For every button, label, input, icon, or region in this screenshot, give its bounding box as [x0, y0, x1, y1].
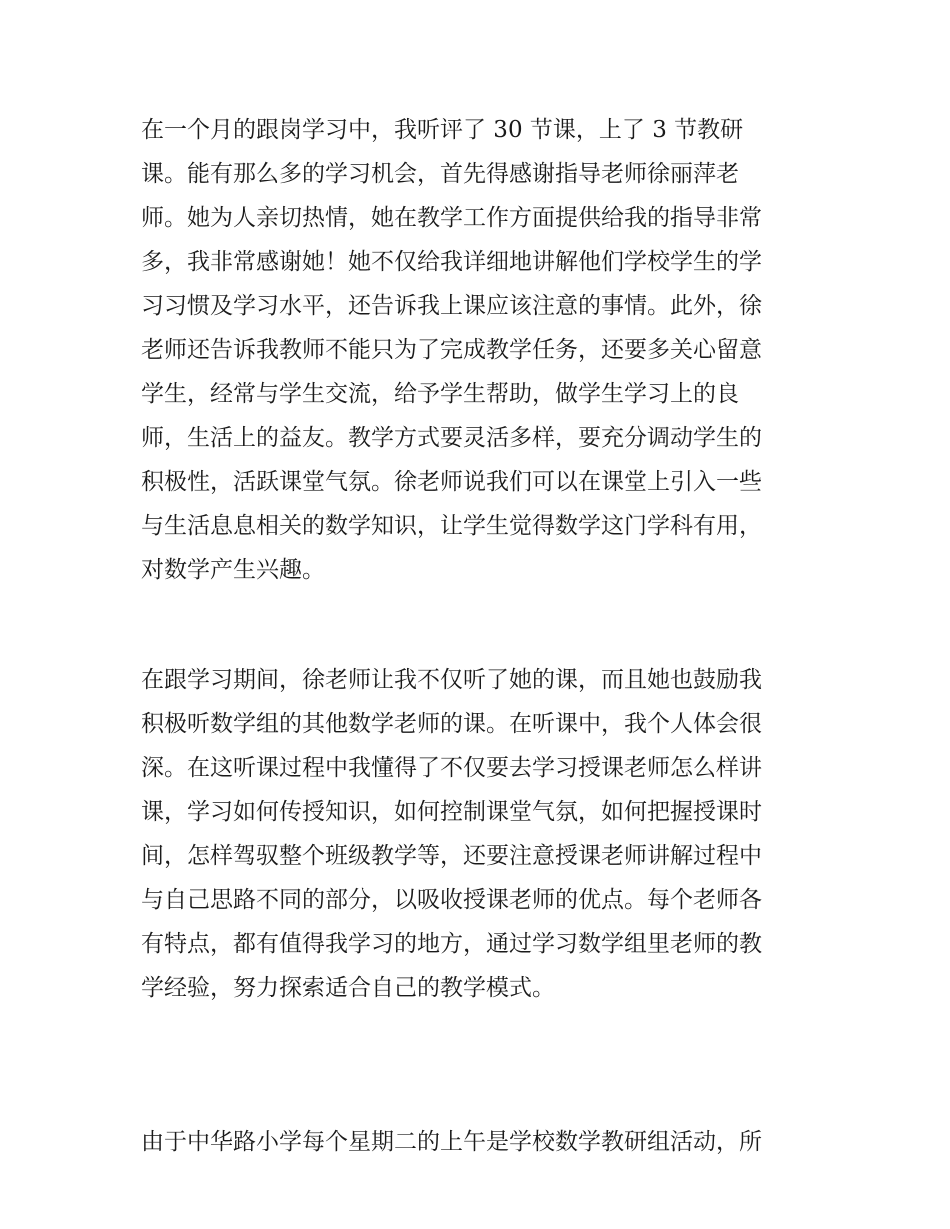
text-line: 与自己思路不同的部分，以吸收授课老师的优点。每个老师各: [141, 887, 762, 913]
text-line: 习习惯及学习水平，还告诉我上课应该注意的事情。此外，徐: [141, 293, 762, 319]
text-line: 课，学习如何传授知识，如何控制课堂气氛，如何把握授课时: [141, 799, 762, 825]
text-line: 学生，经常与学生交流，给予学生帮助，做学生学习上的良: [141, 381, 739, 407]
text-line: 与生活息息相关的数学知识，让学生觉得数学这门学科有用，: [141, 513, 762, 539]
text-line: 有特点，都有值得我学习的地方，通过学习数学组里老师的教: [141, 931, 762, 957]
paragraph-1: [141, 108, 762, 592]
text-line: 学经验，努力探索适合自己的教学模式。: [141, 975, 555, 1001]
paragraph-3: [141, 1120, 762, 1164]
text-line: 深。在这听课过程中我懂得了不仅要去学习授课老师怎么样讲: [141, 755, 762, 781]
text-line: 对数学产生兴趣。: [141, 557, 325, 583]
text-line: 积极性，活跃课堂气氛。徐老师说我们可以在课堂上引入一些: [141, 469, 762, 495]
paragraph-2: [141, 658, 762, 1010]
text-line: 在一个月的跟岗学习中，我听评了 30 节课，上了 3 节教研: [141, 117, 744, 143]
text-line: 师。她为人亲切热情，她在教学工作方面提供给我的指导非常: [141, 205, 762, 231]
text-line: 间，怎样驾驭整个班级教学等，还要注意授课老师讲解过程中: [141, 843, 762, 869]
text-line: 师，生活上的益友。教学方式要灵活多样，要充分调动学生的: [141, 425, 762, 451]
text-line: 积极听数学组的其他数学老师的课。在听课中，我个人体会很: [141, 711, 762, 737]
text-line: 课。能有那么多的学习机会，首先得感谢指导老师徐丽萍老: [141, 161, 739, 187]
text-line: 老师还告诉我教师不能只为了完成教学任务，还要多关心留意: [141, 337, 762, 363]
text-line: 多，我非常感谢她！她不仅给我详细地讲解他们学校学生的学: [141, 249, 762, 275]
text-line: 由于中华路小学每个星期二的上午是学校数学教研组活动，所: [141, 1129, 762, 1155]
text-line: 在跟学习期间，徐老师让我不仅听了她的课，而且她也鼓励我: [141, 667, 762, 693]
